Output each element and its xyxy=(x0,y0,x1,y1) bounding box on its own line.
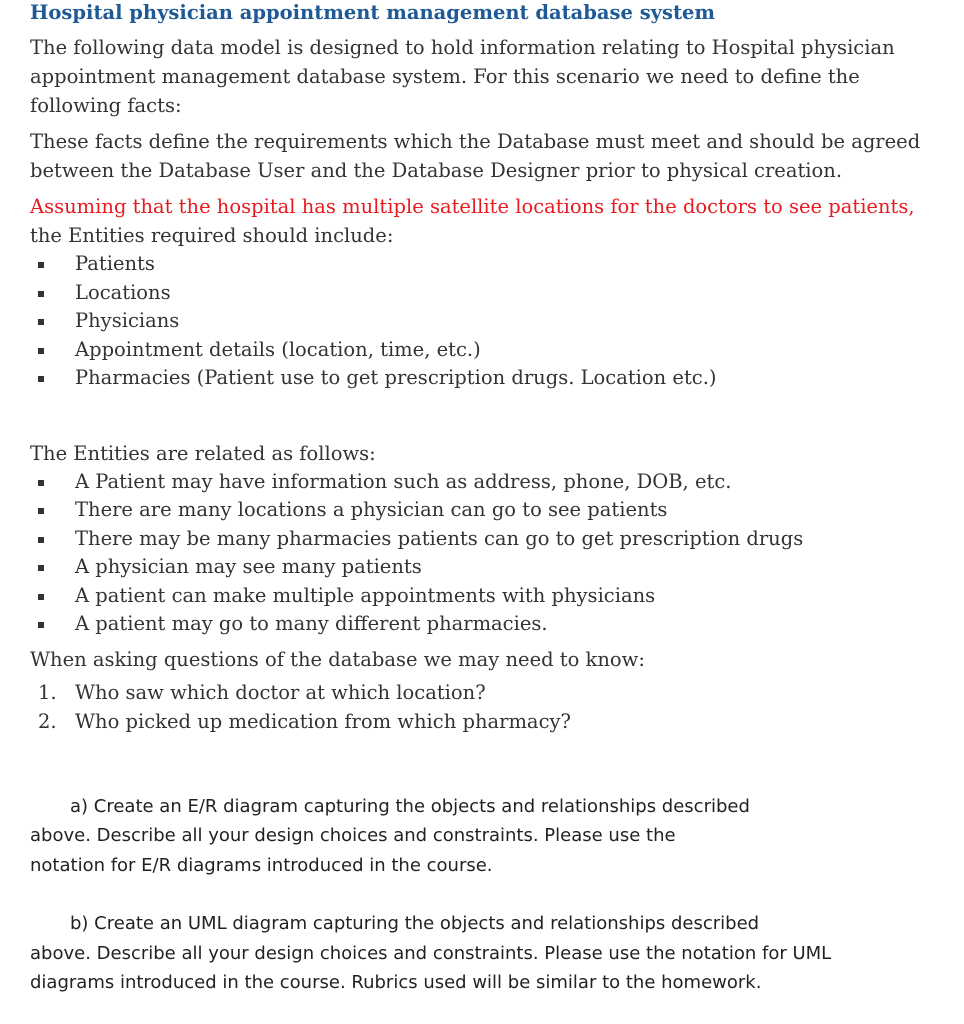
entities-lead-text: the Entities required should include: xyxy=(30,224,394,247)
list-number: 1. xyxy=(38,680,57,704)
bullet-icon xyxy=(38,348,44,354)
bullet-icon xyxy=(38,565,44,571)
entities-list xyxy=(30,250,955,393)
list-item: 2. Who picked up medication from which pharmacy? xyxy=(30,707,955,736)
list-item: There are many locations a physician can go to see patients xyxy=(30,496,955,525)
bullet-icon xyxy=(38,508,44,514)
list-item: Physicians xyxy=(30,307,955,336)
bullet-icon xyxy=(38,537,44,543)
list-item: A physician may see many patients xyxy=(30,553,955,582)
bullet-icon xyxy=(38,376,44,382)
list-item: There may be many pharmacies patients can go to get prescription drugs xyxy=(30,525,955,554)
relations-heading: The Entities are related as follows: xyxy=(30,441,376,465)
list-item: A patient may go to many different pharmacies. xyxy=(30,610,955,639)
document-page xyxy=(30,0,955,998)
bullet-icon xyxy=(38,291,44,297)
assumption-text: Assuming that the hospital has multiple satellite locations for the doctors to see patients, xyxy=(30,195,915,218)
questions-list xyxy=(30,678,955,736)
page-title: Hospital physician appointment management database system xyxy=(30,1,716,24)
bullet-icon xyxy=(38,594,44,600)
questions-heading: When asking questions of the database we may need to know: xyxy=(30,647,645,671)
entities-paragraph xyxy=(30,192,955,250)
bullet-icon xyxy=(38,622,44,628)
requirements-paragraph: These facts define the requirements which the Database must meet and should be agreed between the Database User and the Database Designer prior to physical creation. xyxy=(30,130,921,182)
task-b: b) Create an UML diagram capturing the objects and relationships described above. Describe all your design choices and constraints. Please use the notation for UML diagrams introduced in the course. Rubrics used will be similar to the homework. xyxy=(30,913,832,993)
list-item: Locations xyxy=(30,279,955,308)
list-item: A patient can make multiple appointments with physicians xyxy=(30,582,955,611)
list-item: A Patient may have information such as address, phone, DOB, etc. xyxy=(30,468,955,497)
list-item: Patients xyxy=(30,250,955,279)
bullet-icon xyxy=(38,319,44,325)
bullet-icon xyxy=(38,480,44,486)
task-a: a) Create an E/R diagram capturing the objects and relationships described above. Describe all your design choices and constraints. Please use the notation for E/R diagrams introduced in the course. xyxy=(30,795,750,876)
relations-list xyxy=(30,468,955,639)
list-item: Pharmacies (Patient use to get prescription drugs. Location etc.) xyxy=(30,364,955,393)
intro-paragraph: The following data model is designed to hold information relating to Hospital physician appointment management database system. For this scenario we need to define the following facts: xyxy=(30,36,895,117)
bullet-icon xyxy=(38,262,44,268)
list-item: 1. Who saw which doctor at which location? xyxy=(30,678,955,707)
list-item: Appointment details (location, time, etc.) xyxy=(30,336,955,365)
list-number: 2. xyxy=(38,709,57,733)
